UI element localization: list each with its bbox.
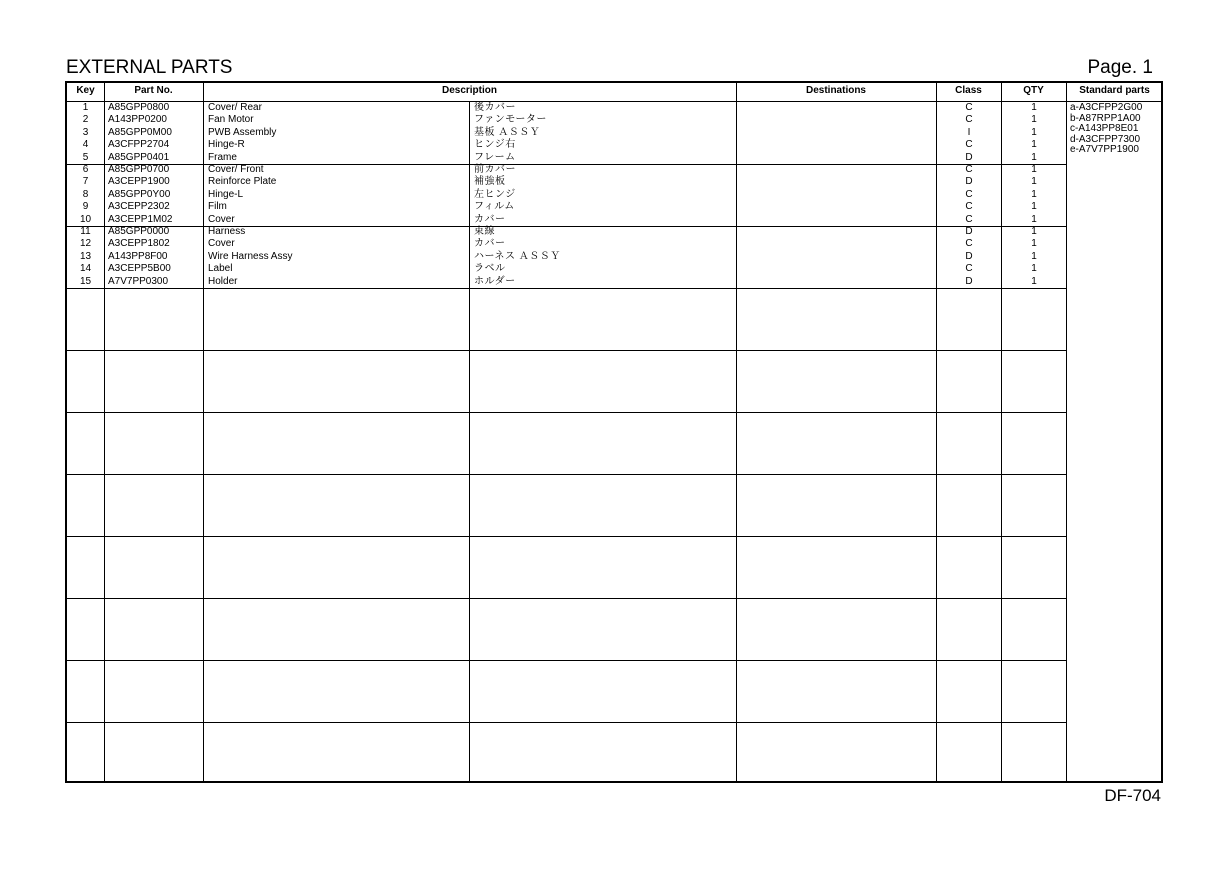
standard-part-item: d-A3CFPP7300 bbox=[1070, 133, 1141, 145]
key-cell: 6 bbox=[82, 164, 89, 175]
part-no-cell: A85GPP0000 bbox=[108, 226, 170, 237]
class-cell: C bbox=[965, 139, 973, 151]
description-en-cell: Cover/ Front bbox=[208, 164, 264, 175]
part-no-cell: A3CEPP1900 bbox=[108, 176, 170, 188]
key-cell: 11 bbox=[80, 226, 91, 237]
description-jp-cell: ヒンジ右 bbox=[474, 139, 516, 151]
class-cell: D bbox=[965, 176, 973, 188]
description-en-cell: Frame bbox=[208, 151, 237, 163]
group-divider bbox=[67, 288, 1066, 289]
group-divider bbox=[67, 474, 1066, 475]
key-cell: 10 bbox=[79, 213, 92, 225]
key-cell: 4 bbox=[82, 139, 89, 151]
part-no-cell: A143PP8F00 bbox=[108, 250, 168, 262]
standard-part-item: a-A3CFPP2G00 bbox=[1070, 102, 1143, 113]
qty-cell: 1 bbox=[1031, 164, 1037, 175]
key-cell: 12 bbox=[79, 238, 92, 250]
description-en-cell: Hinge-L bbox=[208, 188, 244, 200]
description-en-cell: Film bbox=[208, 201, 227, 213]
qty-cell: 1 bbox=[1031, 139, 1037, 151]
class-cell: I bbox=[967, 126, 971, 138]
qty-cell: 1 bbox=[1031, 201, 1037, 213]
column-divider bbox=[104, 83, 105, 781]
parts-table bbox=[65, 81, 1163, 783]
part-no-cell: A3CFPP2704 bbox=[108, 139, 170, 151]
header-key: Key bbox=[76, 85, 95, 96]
class-cell: C bbox=[965, 188, 973, 200]
description-en-cell: Wire Harness Assy bbox=[208, 250, 293, 262]
key-cell: 5 bbox=[82, 151, 89, 163]
model-code: DF-704 bbox=[1104, 786, 1161, 805]
description-jp-cell: 後カバー bbox=[474, 102, 516, 113]
part-no-cell: A3CEPP1802 bbox=[108, 238, 170, 250]
description-jp-cell: ファンモーター bbox=[474, 114, 547, 126]
group-divider bbox=[67, 412, 1066, 413]
standard-parts-list bbox=[1070, 103, 1142, 156]
part-no-cell: A143PP0200 bbox=[108, 114, 167, 126]
description-en-cell: PWB Assembly bbox=[208, 126, 277, 138]
class-cell: C bbox=[965, 238, 973, 250]
class-cell: C bbox=[965, 201, 973, 213]
description-jp-cell: ラベル bbox=[474, 263, 506, 275]
qty-cell: 1 bbox=[1031, 275, 1037, 287]
group-divider bbox=[67, 598, 1066, 599]
standard-part-item: c-A143PP8E01 bbox=[1070, 123, 1139, 134]
qty-cell: 1 bbox=[1031, 226, 1037, 237]
page-number: Page. 1 bbox=[1087, 57, 1153, 78]
page-title: EXTERNAL PARTS bbox=[66, 57, 233, 78]
class-cell: C bbox=[965, 164, 973, 175]
column-divider bbox=[1066, 83, 1067, 781]
class-cell: D bbox=[965, 275, 973, 287]
header-class: Class bbox=[955, 85, 982, 96]
header-destinations: Destinations bbox=[805, 85, 866, 96]
standard-part-item: b-A87RPP1A00 bbox=[1070, 112, 1141, 124]
description-en-cell: Harness bbox=[208, 226, 246, 237]
class-cell: D bbox=[965, 250, 973, 262]
part-no-cell: A3CEPP1M02 bbox=[108, 213, 173, 225]
description-jp-cell: ホルダー bbox=[474, 275, 516, 287]
key-cell: 13 bbox=[79, 250, 92, 262]
key-cell: 15 bbox=[79, 275, 92, 287]
description-jp-cell: 前カバー bbox=[474, 164, 516, 175]
qty-cell: 1 bbox=[1031, 102, 1037, 113]
header-description: Description bbox=[441, 85, 497, 96]
part-no-cell: A85GPP0M00 bbox=[108, 126, 172, 138]
description-en-cell: Hinge-R bbox=[208, 139, 245, 151]
description-en-cell: Reinforce Plate bbox=[208, 176, 277, 188]
description-en-cell: Fan Motor bbox=[208, 114, 254, 126]
class-cell: D bbox=[965, 151, 973, 163]
qty-cell: 1 bbox=[1031, 176, 1037, 188]
description-jp-cell: 左ヒンジ bbox=[474, 188, 516, 200]
standard-part-item: e-A7V7PP1900 bbox=[1070, 144, 1139, 155]
description-jp-cell: カバー bbox=[474, 213, 506, 225]
description-en-cell: Label bbox=[208, 263, 233, 275]
description-jp-cell: ハーネス ＡＳＳＹ bbox=[474, 250, 561, 262]
group-divider bbox=[67, 660, 1066, 661]
column-divider bbox=[203, 83, 204, 781]
description-en-cell: Holder bbox=[208, 275, 238, 287]
key-cell: 9 bbox=[82, 201, 89, 213]
description-jp-cell: フィルム bbox=[474, 201, 515, 213]
header-qty: QTY bbox=[1023, 85, 1044, 96]
qty-cell: 1 bbox=[1031, 151, 1037, 163]
class-cell: D bbox=[965, 226, 973, 237]
class-cell: C bbox=[965, 263, 973, 275]
part-no-cell: A7V7PP0300 bbox=[108, 275, 169, 287]
group-divider bbox=[67, 350, 1066, 351]
qty-cell: 1 bbox=[1031, 263, 1037, 275]
class-cell: C bbox=[965, 213, 973, 225]
part-no-cell: A3CEPP5B00 bbox=[108, 263, 171, 275]
header-part-no: Part No. bbox=[134, 85, 173, 96]
part-no-cell: A3CEPP2302 bbox=[108, 201, 170, 213]
column-divider bbox=[736, 83, 737, 781]
key-cell: 2 bbox=[82, 114, 89, 126]
key-cell: 3 bbox=[82, 126, 89, 138]
description-jp-cell: 基板 ＡＳＳＹ bbox=[474, 126, 541, 138]
qty-cell: 1 bbox=[1031, 188, 1037, 200]
group-divider bbox=[67, 722, 1066, 723]
description-jp-cell: カバー bbox=[474, 238, 506, 250]
qty-cell: 1 bbox=[1031, 213, 1037, 225]
column-divider bbox=[469, 101, 470, 781]
description-jp-cell: 補強板 bbox=[474, 176, 506, 188]
key-cell: 7 bbox=[82, 176, 89, 188]
part-no-cell: A85GPP0800 bbox=[108, 102, 170, 113]
group-divider bbox=[67, 536, 1066, 537]
description-en-cell: Cover/ Rear bbox=[208, 102, 262, 113]
qty-cell: 1 bbox=[1031, 238, 1037, 250]
description-jp-cell: フレーム bbox=[474, 151, 516, 163]
part-no-cell: A85GPP0Y00 bbox=[108, 188, 171, 200]
description-en-cell: Cover bbox=[208, 213, 235, 225]
qty-cell: 1 bbox=[1031, 126, 1037, 138]
key-cell: 8 bbox=[82, 188, 89, 200]
header-standard-parts: Standard parts bbox=[1079, 85, 1150, 96]
class-cell: C bbox=[965, 114, 973, 126]
part-no-cell: A85GPP0700 bbox=[108, 164, 170, 175]
key-cell: 1 bbox=[82, 102, 89, 113]
qty-cell: 1 bbox=[1031, 250, 1037, 262]
part-no-cell: A85GPP0401 bbox=[108, 151, 170, 163]
key-cell: 14 bbox=[79, 263, 92, 275]
description-jp-cell: 束線 bbox=[474, 226, 495, 237]
description-en-cell: Cover bbox=[208, 238, 235, 250]
class-cell: C bbox=[965, 102, 973, 113]
qty-cell: 1 bbox=[1031, 114, 1037, 126]
